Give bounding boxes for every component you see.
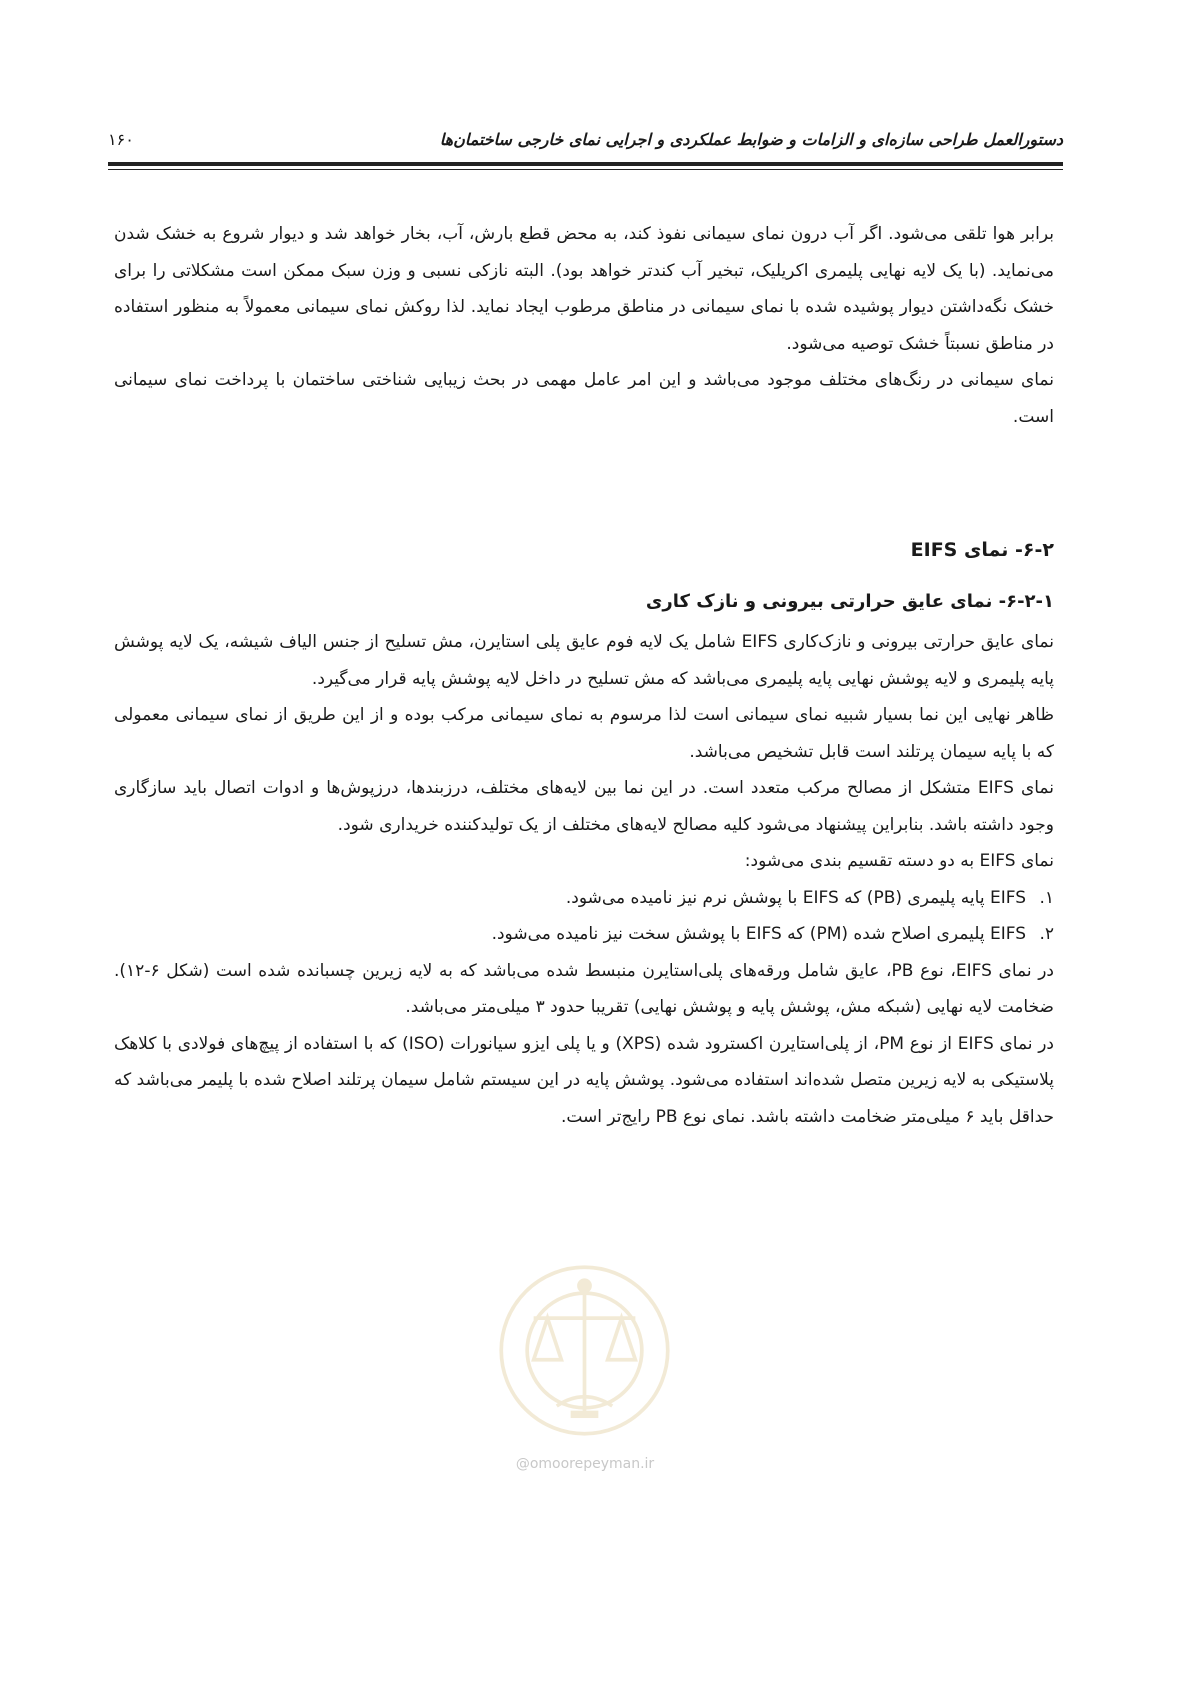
body-paragraph: در نمای EIFS، نوع PB، عایق شامل ورقه‌های پلی‌استایرن منبسط شده می‌باشد که به لایه زیرین چسبانده شده است (شکل ۶-۱۲). ضخامت لایه نهایی (شبکه مش، پوشش پایه و پوشش نهایی) تقریبا حدود ۳ میلی‌متر می‌باشد. — [114, 960, 1055, 1017]
header-rule — [108, 162, 1063, 166]
list-item-text: EIFS پلیمری اصلاح شده (PM) که EIFS با پوشش سخت نیز نامیده می‌شود. — [491, 924, 1026, 944]
watermark-logo-icon — [492, 1258, 677, 1443]
body-paragraph: ظاهر نهایی این نما بسیار شبیه نمای سیمانی است لذا مرسوم به نمای سیمانی مرکب بوده و از این طریق از نمای سیمانی معمولی که با پایه سیمان پرتلند است قابل تشخیص می‌باشد. — [114, 705, 1054, 762]
eifs-type-list — [114, 880, 1054, 953]
section-spacer — [114, 435, 1054, 532]
body-paragraph: نمای EIFS به دو دسته تقسیم بندی می‌شود: — [744, 851, 1054, 871]
document-body — [114, 216, 1054, 1135]
page-number: ۱۶۰ — [108, 130, 134, 149]
list-item — [114, 916, 1054, 953]
subsection-heading: ۶-۲-۱- نمای عایق حرارتی بیرونی و نازک کاری — [645, 591, 1054, 612]
body-paragraph: نمای عایق حرارتی بیرونی و نازک‌کاری EIFS شامل یک لایه فوم عایق پلی استایرن، مش تسلیح از جنس الیاف شیشه، یک لایه پوشش پایه پلیمری و لایه پوشش نهایی پایه پلیمری می‌باشد که مش تسلیح در داخل لایه پوشش پایه قرار می‌گیرد. — [114, 632, 1054, 689]
body-paragraph: در نمای EIFS از نوع PM، از پلی‌استایرن اکسترود شده (XPS) و یا پلی ایزو سیانورات (ISO) که با استفاده از پیچ‌های فولادی با کلاهک پلاستیکی به لایه زیرین متصل شده‌اند استفاده می‌شود. پوشش پایه در این سیستم شامل سیمان پرتلند اصلاح شده با پلیمر می‌باشد که حداقل باید ۶ میلی‌متر ضخامت داشته باشد. نمای نوع PB رایج‌تر است. — [114, 1033, 1054, 1127]
body-paragraph: برابر هوا تلقی می‌شود. اگر آب درون نمای سیمانی نفوذ کند، به محض قطع بارش، آب، بخار خواهد شد و دیوار شروع به خشک شدن می‌نماید. (با یک لایه نهایی پلیمری اکریلیک، تبخیر آب کندتر خواهد بود). البته نازکی نسبی و وزن سبک ممکن است مشکلاتی را برای خشک نگه‌داشتن دیوار پوشیده شده با نمای سیمانی در مناطق مرطوب ایجاد نماید. لذا روکش نمای سیمانی معمولاً به منظور استفاده در مناطق نسبتاً خشک توصیه می‌شود. — [114, 224, 1054, 354]
list-item-number: ۲. — [1039, 924, 1054, 944]
watermark-url: @omoorepeyman.ir — [515, 1456, 655, 1472]
section-heading: ۶-۲- نمای EIFS — [910, 539, 1054, 561]
running-header-title: دستورالعمل طراحی سازه‌ای و الزامات و ضوابط عملکردی و اجرایی نمای خارجی ساختمان‌ها — [439, 130, 1063, 149]
list-item-text: EIFS پایه پلیمری (PB) که EIFS با پوشش نرم نیز نامیده می‌شود. — [565, 887, 1026, 908]
page-header — [108, 128, 1063, 156]
list-item-number: ۱. — [1039, 887, 1054, 908]
list-item — [114, 880, 1054, 917]
body-paragraph: نمای EIFS متشکل از مصالح مرکب متعدد است. در این نما بین لایه‌های مختلف، درزبندها، درزپوش‌ها و ادوات اتصال باید سازگاری وجود داشته باشد. بنابراین پیشنهاد می‌شود کلیه مصالح لایه‌های مختلف از یک تولیدکننده خریداری شود. — [114, 778, 1054, 835]
header-rule-thin — [108, 169, 1063, 170]
body-paragraph: نمای سیمانی در رنگ‌های مختلف موجود می‌باشد و این امر عامل مهمی در بحث زیبایی شناختی ساختمان با پرداخت نمای سیمانی است. — [114, 370, 1054, 427]
